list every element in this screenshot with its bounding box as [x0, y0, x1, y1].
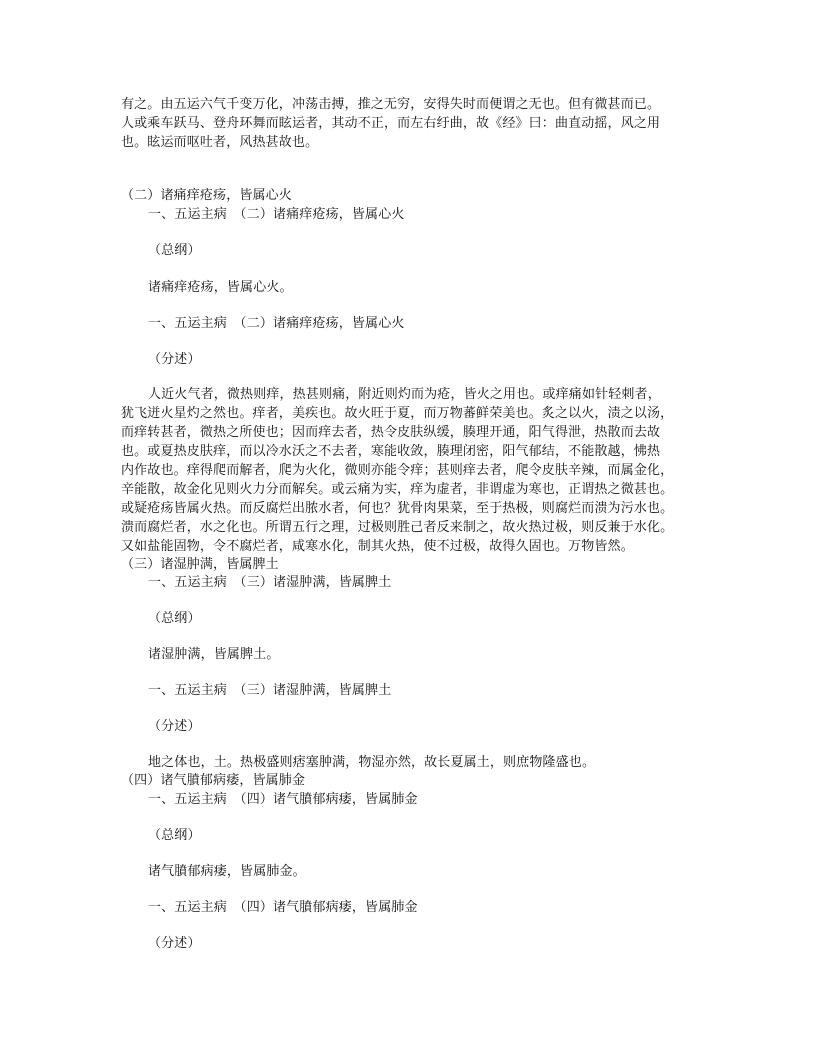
- body-line: 犹飞迸火星灼之然也。痒者，美疾也。故火旺于夏，而万物蕃鲜荣美也。炙之以火，渍之以汤，: [121, 406, 674, 421]
- body-line: 地之体也，土。热极盛则痞塞肿满，物湿亦然，故长夏属土，则庶物隆盛也。: [148, 755, 596, 770]
- summary-text: 诸气膹郁病痿，皆属肺金。: [148, 864, 306, 879]
- body-line: 人近火气者，微热则痒，热甚则痛，附近则灼而为疮，皆火之用也。或痒痛如针轻刺者，: [148, 387, 661, 402]
- section-subheading: 一、五运主病 （二）诸痛痒疮疡，皆属心火: [148, 207, 405, 222]
- section-heading: （四）诸气膹郁病痿，皆属肺金: [121, 773, 306, 788]
- summary-text: 诸湿肿满，皆属脾土。: [148, 647, 280, 662]
- outline-label: （总纲）: [148, 611, 201, 626]
- detail-label: （分述）: [148, 719, 201, 734]
- body-line: 或疑疮疡皆属火热。而反腐烂出脓水者，何也？犹骨肉果菜，至于热极，则腐烂而溃为污水也。: [121, 501, 674, 516]
- section-subheading: 一、五运主病 （四）诸气膹郁病痿，皆属肺金: [148, 792, 418, 807]
- intro-line-3: 也。眩运而呕吐者，风热甚故也。: [121, 135, 319, 150]
- section-subheading: 一、五运主病 （三）诸湿肿满，皆属脾土: [148, 683, 392, 698]
- detail-label: （分述）: [148, 352, 201, 367]
- section-subheading: 一、五运主病 （四）诸气膹郁病痿，皆属肺金: [148, 900, 418, 915]
- body-line: 辛能散，故金化见则火力分而解矣。或云痛为实，痒为虚者，非谓虚为寒也，正谓热之微甚也。: [121, 482, 674, 497]
- section-subheading: 一、五运主病 （二）诸痛痒疮疡，皆属心火: [148, 316, 405, 331]
- body-line: 而痒转甚者，微热之所使也；因而痒去者，热令皮肤纵缓，腠理开通，阳气得泄，热散而去故: [121, 425, 661, 440]
- summary-text: 诸痛痒疮疡，皆属心火。: [148, 280, 293, 295]
- intro-line-2: 人或乘车跃马、登舟环舞而眩运者，其动不正，而左右纡曲，故《经》曰：曲直动摇，风之用: [121, 116, 661, 131]
- intro-line-1: 有之。由五运六气千变万化，冲荡击搏，推之无穷，安得失时而便谓之无也。但有微甚而已。: [121, 97, 661, 112]
- outline-label: （总纲）: [148, 828, 201, 843]
- detail-label: （分述）: [148, 936, 201, 951]
- section-heading: （三）诸湿肿满，皆属脾土: [121, 557, 279, 572]
- body-line: 又如盐能固物，令不腐烂者，咸寒水化，制其火热，使不过极，故得久固也。万物皆然。: [121, 539, 634, 554]
- body-line: 内作故也。痒得爬而解者，爬为火化，微则亦能令痒；甚则痒去者，爬令皮肤辛辣，而属金化，: [121, 463, 674, 478]
- body-line: 也。或夏热皮肤痒，而以冷水沃之不去者，寒能收敛，腠理闭密，阳气郁结，不能散越，怫热: [121, 444, 661, 459]
- section-subheading: 一、五运主病 （三）诸湿肿满，皆属脾土: [148, 575, 392, 590]
- outline-label: （总纲）: [148, 243, 201, 258]
- body-line: 溃而腐烂者，水之化也。所谓五行之理，过极则胜己者反来制之，故火热过极，则反兼于水化。: [121, 520, 674, 535]
- section-heading: （二）诸痛痒疮疡，皆属心火: [121, 188, 292, 203]
